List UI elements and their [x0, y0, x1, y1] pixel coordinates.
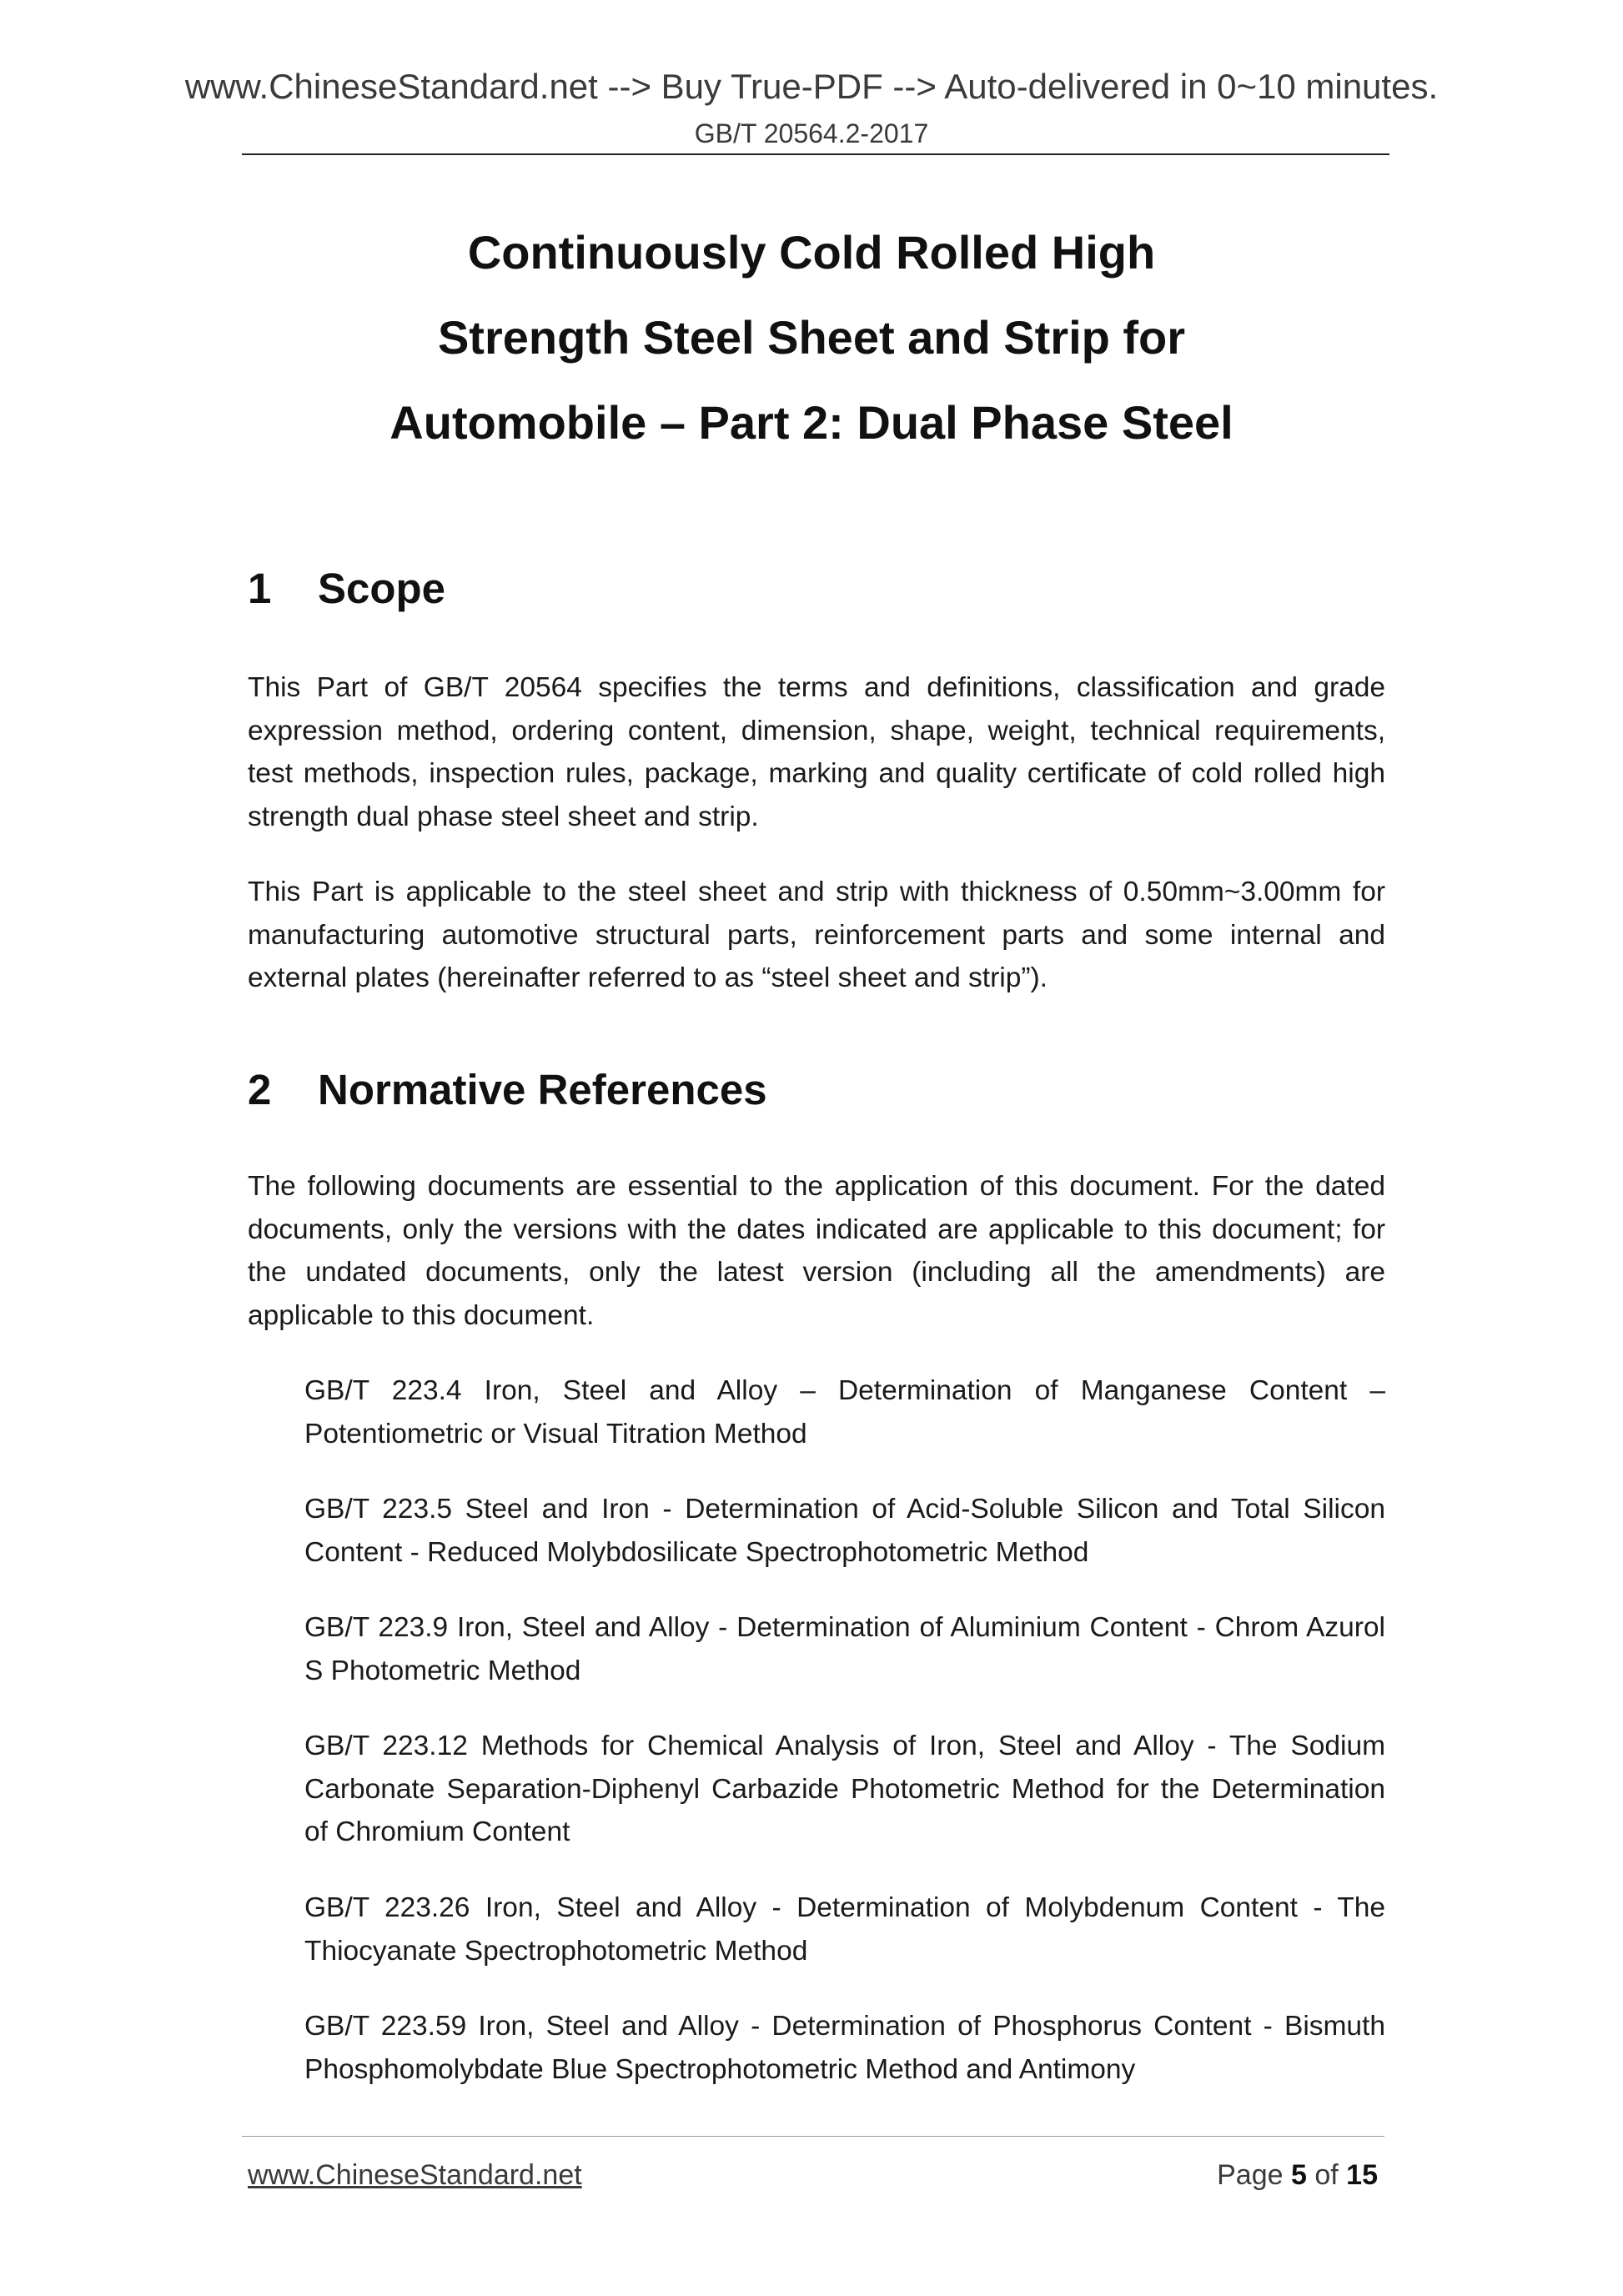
- section-heading-normative-references: [248, 1065, 767, 1115]
- reference-item: GB/T 223.9 Iron, Steel and Alloy - Determination of Aluminium Content - Chrom Azurol S Photometric Method: [304, 1612, 1385, 1686]
- reference-item: GB/T 223.12 Methods for Chemical Analysis of Iron, Steel and Alloy - The Sodium Carbonate Separation-Diphenyl Carbazide Photometric Method for the Determination of Chromium Content: [304, 1731, 1385, 1847]
- page-prefix: Page: [1217, 2159, 1284, 2191]
- header-divider: [242, 153, 1389, 155]
- title-line-3: Automobile – Part 2: Dual Phase Steel: [389, 396, 1234, 449]
- page-number: [1168, 2157, 1378, 2193]
- section-number: 2: [248, 1066, 272, 1113]
- footer-website-link[interactable]: www.ChineseStandard.net: [248, 2159, 582, 2191]
- page-current: 5: [1290, 2159, 1307, 2191]
- footer-divider: [242, 2136, 1384, 2137]
- scope-paragraph-2: This Part is applicable to the steel sheet and strip with thickness of 0.50mm~3.00mm for manufacturing automotive structural parts, reinforcement parts and some internal and external plates (hereinafter referred to as “steel sheet and strip”).: [248, 877, 1385, 993]
- section-title: Normative References: [318, 1066, 767, 1113]
- page-of: of: [1314, 2159, 1339, 2191]
- section-number: 1: [248, 565, 272, 612]
- scope-paragraph-1: This Part of GB/T 20564 specifies the terms and definitions, classification and grade expression method, ordering content, dimension, shape, weight, technical requirements, test methods, inspection rules, package, marking and quality certificate of cold rolled high strength dual phase steel sheet and strip.: [248, 672, 1385, 832]
- title-line-2: Strength Steel Sheet and Strip for: [437, 311, 1186, 364]
- reference-item: GB/T 223.4 Iron, Steel and Alloy – Determination of Manganese Content – Potentiometric or Visual Titration Method: [304, 1375, 1385, 1449]
- reference-item: GB/T 223.59 Iron, Steel and Alloy - Determination of Phosphorus Content - Bismuth Phosphomolybdate Blue Spectrophotometric Method and Antimony: [304, 2011, 1385, 2085]
- page-total: 15: [1346, 2159, 1378, 2191]
- document-title: [0, 210, 1623, 465]
- reference-item: GB/T 223.26 Iron, Steel and Alloy - Determination of Molybdenum Content - The Thiocyanate Spectrophotometric Method: [304, 1892, 1385, 1967]
- section-title: Scope: [318, 565, 446, 612]
- section-heading-scope: [248, 564, 445, 614]
- reference-item: GB/T 223.5 Steel and Iron - Determination of Acid-Soluble Silicon and Total Silicon Content - Reduced Molybdosilicate Spectrophotometric Method: [304, 1494, 1385, 1568]
- document-code: GB/T 20564.2-2017: [694, 118, 929, 148]
- title-line-1: Continuously Cold Rolled High: [467, 226, 1156, 279]
- banner-text: www.ChineseStandard.net --> Buy True-PDF --> Auto-delivered in 0~10 minutes.: [184, 67, 1439, 106]
- references-intro-paragraph: The following documents are essential to the application of this document. For the dated documents, only the versions with the dates indicated are applicable to this document; for the undated documents, only the latest version (including all the amendments) are applicable to this document.: [248, 1171, 1385, 1331]
